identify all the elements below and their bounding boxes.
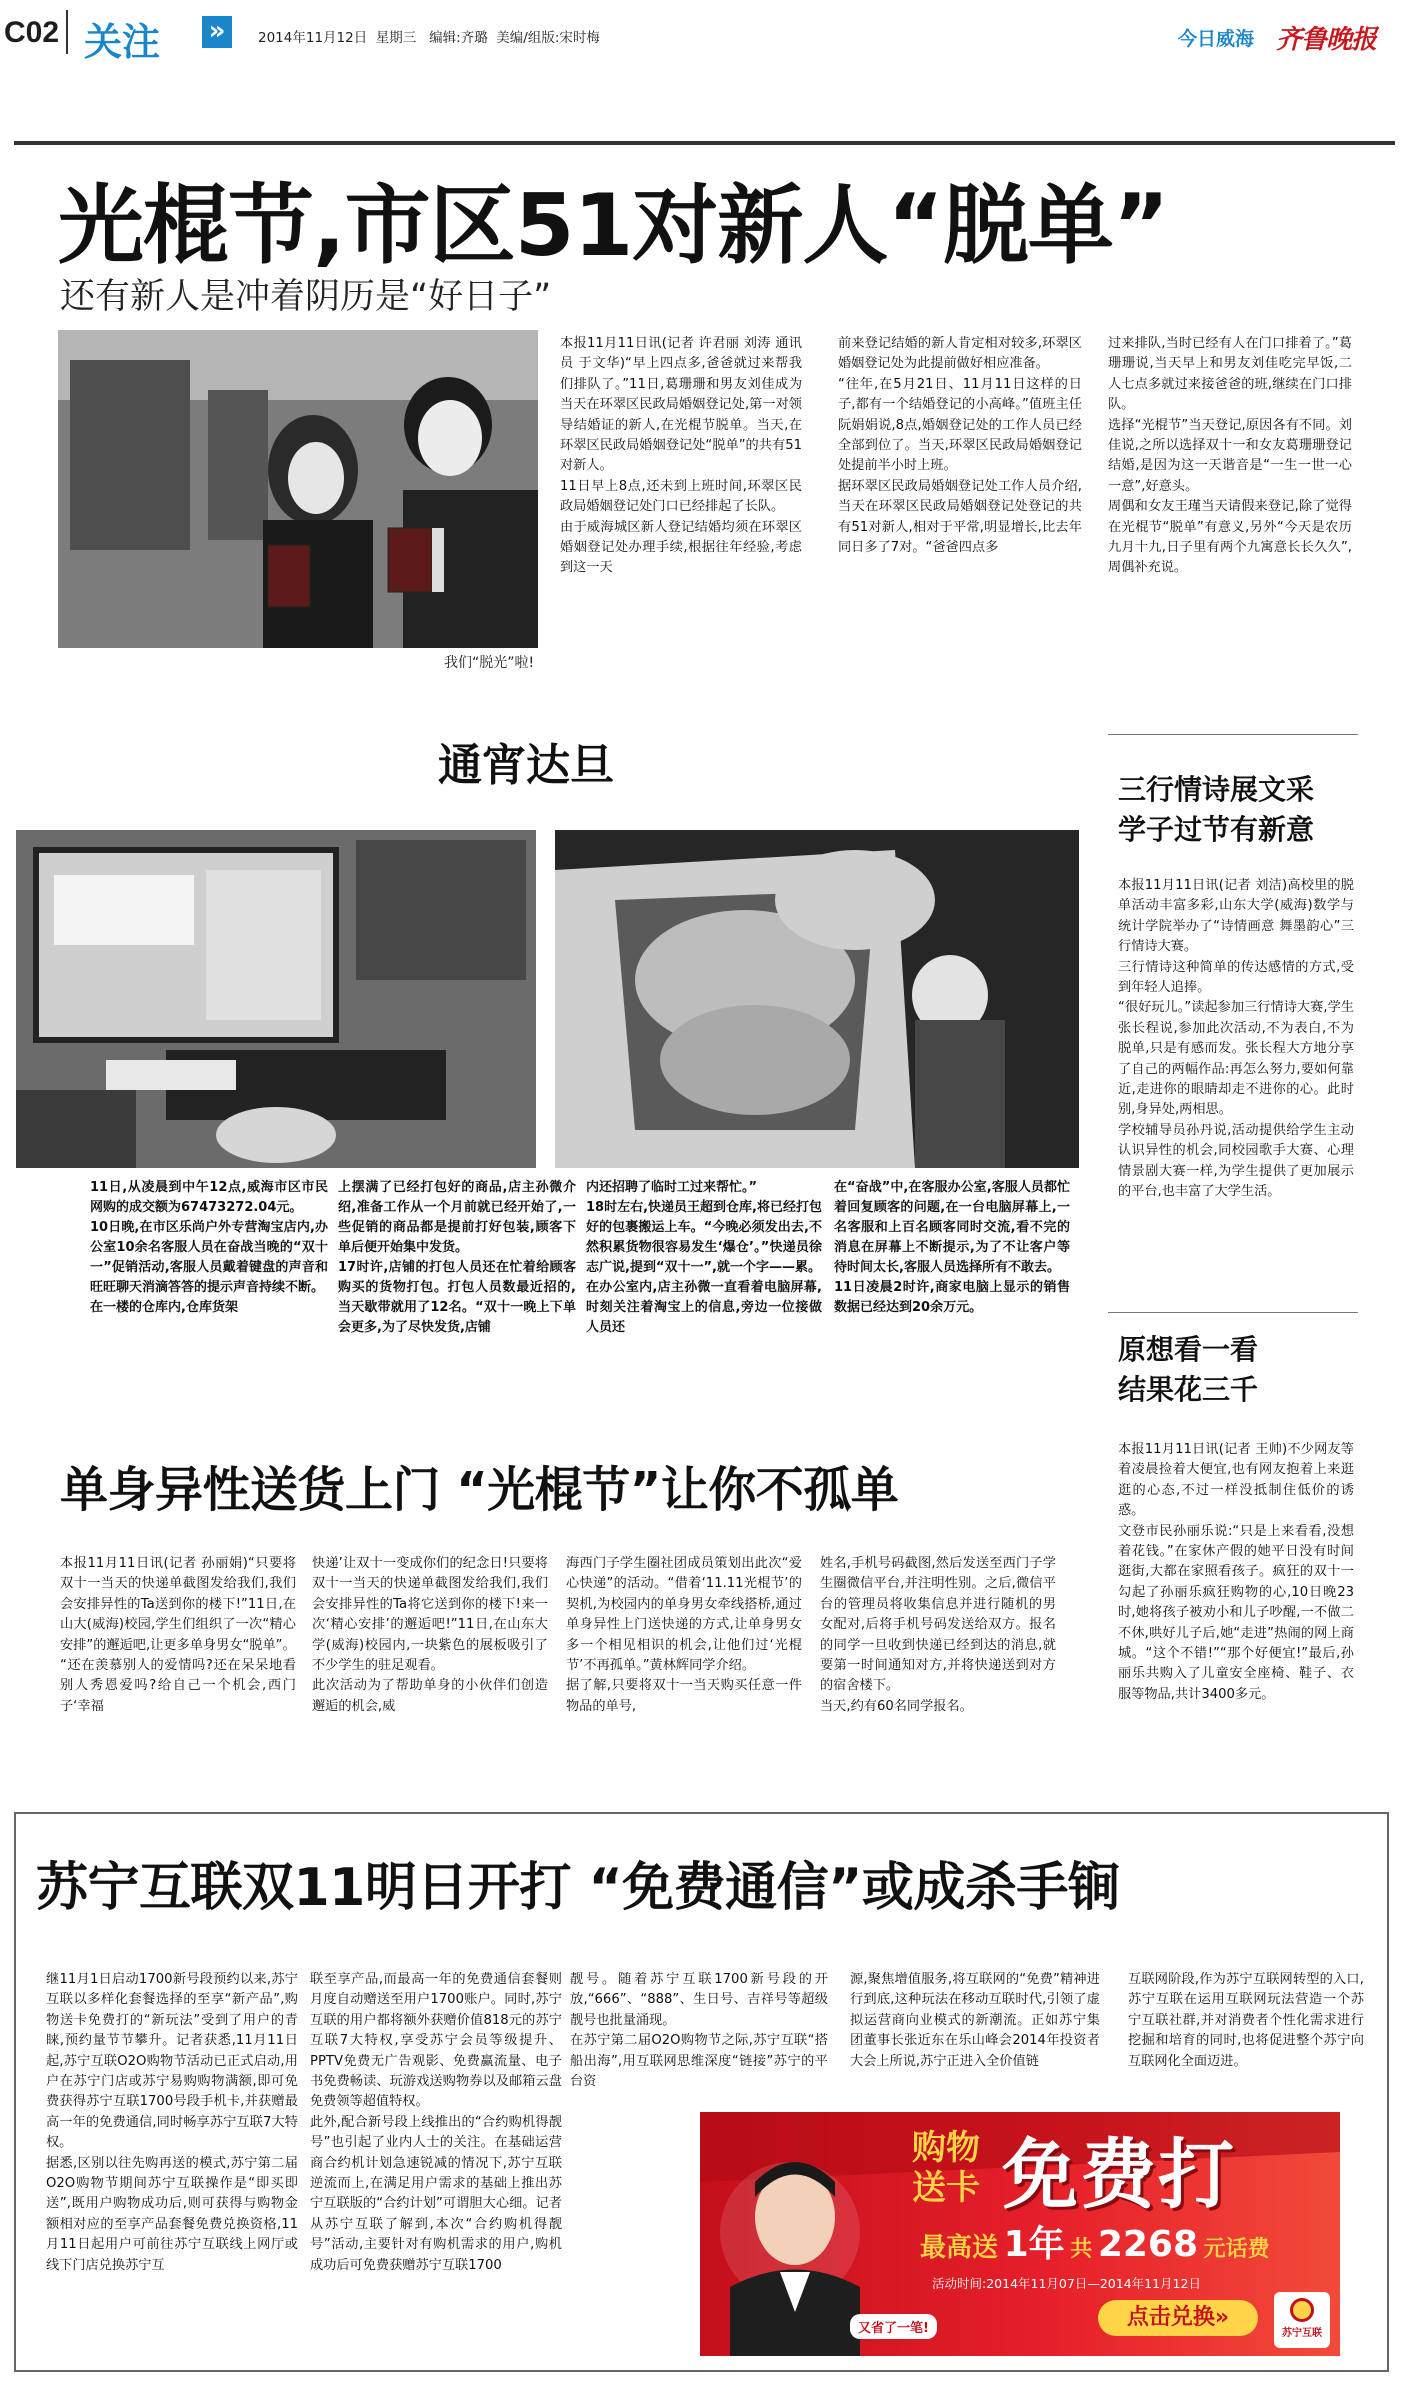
- delivery-col-1: 本报11月11日讯(记者 孙丽娟)“只要将双十一当天的快递单截图发给我们,我们会安排异性的Ta送到你的楼下!”11日,在山大(威海)校园,学生们组织了一次“精心安排”的邂逅吧,让更多单身男女“脱单”。 “还在羡慕别人的爱情吗?还在呆呆地看别人秀恩爱吗?给自己一个机会,西门子‘幸福: [60, 1556, 296, 1714]
- delivery-col-2: 快递’让双十一变成你们的纪念日!只要将双十一当天的快递单截图发给我们,我们会安排异性的Ta将它送到你的楼下!来一次‘精心安排’的邂逅吧!”11日,在山东大学(威海)校园内,一块紫色的展板吸引了不少学生的驻足观看。 此次活动为了帮助单身的小伙伴们创造邂逅的机会,威: [312, 1556, 548, 1714]
- advert-col-4: 源,聚焦增值服务,将互联网的“免费”精神进行到底,这种玩法在移动互联时代,引领了虚拟运营商向业模式的新潮流。正如苏宁集团董事长张近东在乐山峰会2014年投资者大会上所说,苏宁正进入全价值链: [850, 1972, 1100, 2069]
- wedding-photo-caption: 我们“脱光”啦!: [444, 655, 535, 671]
- ad-date: 活动时间:2014年11月07日—2014年11月12日: [932, 2276, 1201, 2291]
- office-photo-art: [16, 830, 536, 1168]
- ad-rate-num: 1年: [1003, 2224, 1065, 2265]
- ad-logo-text: 苏宁互联: [1282, 2328, 1322, 2339]
- advert-col-1: 继11月1日启动1700新号段预约以来,苏宁互联以多样化套餐选择的至享“新产品”,购物送卡免费打的“新玩法”受到了用户的青睐,预约量节节攀升。记者获悉,11月11日起,苏宁互联O2O购物节活动已正式启动,用户在苏宁门店或苏宁易购购物满额,即可免费获得苏宁互联1700号段手机卡,并获赠最高一年的免费通信,同时畅享苏宁互联7大特权。 据悉,区别以往先购再送的模式,苏宁第二届O2O购物节期间苏宁互联操作是“即买即送”,既用户购物成功后,则可获得与购物金额相对应的至享产品套餐免费兑换资格,11月11日起用户可前往苏宁互联线上网厅或线下门店兑换苏宁互: [46, 1972, 298, 2273]
- ad-rate-val: 2268: [1097, 2224, 1199, 2265]
- warehouse-photo-art: [555, 830, 1079, 1168]
- masthead-rule: [14, 141, 1395, 145]
- wedding-photo-art: [58, 330, 538, 648]
- sidebar-rule-1: [1108, 734, 1358, 735]
- delivery-col-4: 姓名,手机号码截图,然后发送至西门子学生圈微信平台,并注明性别。之后,微信平台的管理员将收集信息并进行随机的男女配对,后将手机号码发送给双方。报名的同学一旦收到快递已经到达的消息,就要第一时间通知对方,并将快递送到对方的宿舍楼下。 当天,约有60名同学报名。: [820, 1556, 1056, 1714]
- section-arrow-icon: »: [202, 16, 232, 48]
- ad-logo-icon: [1290, 2298, 1314, 2322]
- side1-headline: 三行情诗展文采 学子过节有新意: [1118, 773, 1315, 846]
- brand-logo: 齐鲁晚报: [1276, 25, 1377, 55]
- section-label: 关注: [84, 20, 161, 64]
- wedding-photo: [58, 330, 538, 648]
- delivery-headline: 单身异性送货上门 “光棍节”让你不孤单: [60, 1462, 899, 1518]
- side1-body: 本报11月11日讯(记者 刘洁)高校里的脱单活动丰富多彩,山东大学(威海)数学与统计学院举办了“诗情画意 舞墨韵心”三行情诗大赛。 三行情诗这种简单的传达感情的方式,受到年轻人追捧。 “很好玩儿。”读起参加三行情诗大赛,学生张长程说,参加此次活动,不为表白,不为脱单,只是有感而发。张长程大方地分享了自己的两幅作品:再怎么努力,要如何靠近,走进你的眼睛却走不进你的心。此时别,身异处,两相思。 学校辅导员孙丹说,活动提供给学生主动认识异性的机会,同校园歌手大赛、心理情景剧大赛一样,为学生提供了更加展示的平台,也丰富了大学生活。: [1118, 878, 1354, 1200]
- advert-col-3: 靓号。随着苏宁互联1700新号段的开放,“666”、“888”、生日号、吉祥号等超级靓号也批量涌现。 在苏宁第二届O2O购物节之际,苏宁互联“搭船出海”,用互联网思维深度“链接”苏宁的平台资: [570, 1972, 828, 2090]
- lead-col-2: 前来登记结婚的新人肯定相对较多,环翠区婚姻登记处为此提前做好相应准备。 “往年,在5月21日、11月11日这样的日子,都有一个结婚登记的小高峰。”值班主任阮娟娟说,8点,婚姻登记处的工作人员已经全部到位了。当天,环翠区民政局婚姻登记处提前半小时上班。 据环翠区民政局婚姻登记处工作人员介绍,当天在环翠区民政局婚姻登记处登记的共有51对新人,相对于平常,明显增长,比去年同日多了7对。“爸爸四点多: [838, 336, 1082, 556]
- ad-rate-pre: 最高送: [920, 2233, 999, 2263]
- ad-bubble: 又省了一笔!: [850, 2314, 937, 2339]
- delivery-col-3: 海西门子学生圈社团成员策划出此次“爱心快递”的活动。“借着‘11.11光棍节’的契机,为校园内的单身男女牵线搭桥,通过单身异性上门送快递的方式,让单身男女多一个相见相识的机会,让他们过‘光棍节’不再孤单。”黄林辉同学介绍。 据了解,只要将双十一当天购买任意一件物品的单号,: [566, 1556, 802, 1714]
- advert-col-2: 联至享产品,而最高一年的免费通信套餐则月度自动赠送至用户1700账户。同时,苏宁互联的用户都将额外获赠价值818元的苏宁互联7大特权,享受苏宁会员等级提升、PPTV免费无广告观影、免费赢流量、电子书免费畅读、玩游戏送购物券以及邮箱云盘免费领等超值特权。 此外,配合新号段上线推出的“合约购机得靓号”也引起了业内人士的关注。在基础运营商合约机计划急速锐减的情况下,苏宁互联逆流而上,在满足用户需求的基础上推出苏宁互联版的“合约计划”可谓胆大心细。记者从苏宁互联了解到,本次“合约购机得靓号”活动,主要针对有购机需求的用户,购机成功后可免费获赠苏宁互联1700: [310, 1972, 562, 2273]
- ad-line-2: 送卡: [912, 2168, 980, 2208]
- masthead-divider: [66, 10, 68, 54]
- ad-logo: [1274, 2292, 1330, 2348]
- advert-headline: 苏宁互联双11明日开打 “免费通信”或成杀手锏: [36, 1858, 1120, 1918]
- lead-col-1: 本报11月11日讯(记者 许君丽 刘涛 通讯员 于文华)“早上四点多,爸爸就过来帮我们排队了。”11日,葛珊珊和男友刘佳成为当天在环翠区民政局婚姻登记处,第一对领导结婚证的新人,在光棍节脱单。当天,在环翠区民政局婚姻登记处“脱单”的共有51对新人。 11日早上8点,还未到上班时间,环翠区民政局婚姻登记处门口已经排起了长队。 由于威海城区新人登记结婚均须在环翠区婚姻登记处办理手续,根据往年经验,考虑到这一天: [560, 336, 802, 576]
- lead-subhead: 还有新人是冲着阴历是“好日子”: [60, 277, 552, 317]
- advert-col-5: 互联网阶段,作为苏宁互联网转型的入口,苏宁互联在运用互联网玩法营造一个苏宁互联社群,并对消费者个性化需求进行挖掘和培育的同时,也将促进整个苏宁向互联网化全面迈进。: [1128, 1972, 1364, 2069]
- sidebar-rule-2: [1108, 1312, 1358, 1313]
- feature-col-3: 内还招聘了临时工过来帮忙。” 18时左右,快递员王超到仓库,将已经打包好的包裹搬运上车。“今晚必须发出去,不然积累货物很容易发生‘爆仓’。”快递员徐志广说,提到“双十一”,就一个字——累。 在办公室内,店主孙微一直看着电脑屏幕,时刻关注着淘宝上的信息,旁边一位接做人员还: [586, 1180, 822, 1335]
- office-photo: [16, 830, 536, 1168]
- feature-col-4: 在“奋战”中,在客服办公室,客服人员都忙着回复顾客的问题,在一台电脑屏幕上,一名客服和上百名顾客同时交流,看不完的消息在屏幕上不断提示,为了不让客户等待时间太长,客服人员选择所有不敢去。 11日凌晨2时许,商家电脑上显示的销售数据已经达到20余万元。: [834, 1180, 1070, 1315]
- side2-body: 本报11月11日讯(记者 王帅)不少网友等着凌晨捡着大便宜,也有网友抱着上来逛逛的心态,不过一样没抵制住低价的诱惑。 文登市民孙丽乐说:“只是上来看看,没想着花钱。”在家休产假的她平日没有时间逛街,大都在家照看孩子。疯狂的双十一勾起了孙丽乐疯狂购物的心,10日晚23时,她将孩子被劝小和儿子吵醒,一不做二不休,哄好儿子后,她“走进”热闹的网上商城。“这个不错!”“那个好便宜!”最后,孙丽乐共购入了儿童安全座椅、鞋子、衣服等物品,共计3400多元。: [1118, 1442, 1354, 1702]
- ad-banner[interactable]: [700, 2112, 1340, 2356]
- feature-headline: 通宵达旦: [438, 740, 614, 791]
- ad-rate: [920, 2216, 1270, 2267]
- ad-exchange-button[interactable]: 点击兑换»: [1098, 2300, 1258, 2336]
- feature-col-2: 上摆满了已经打包好的商品,店主孙微介绍,准备工作从一个月前就已经开始了,一些促销的商品都是提前打好包装,顾客下单后便开始集中发货。 17时许,店铺的打包人员还在忙着给顾客购买的货物打包。打包人员数最近招的,当天歇带就用了12名。“双十一晚上下单会更多,为了尽快发货,店铺: [338, 1180, 576, 1335]
- feature-col-1: 11日,从凌晨到中午12点,威海市区市民网购的成交额为67473272.04元。 10日晚,在市区乐尚户外专营淘宝店内,办公室10余名客服人员在奋战当晚的“双十一”促销活动,客服人员戴着键盘的声音和旺旺聊天消滴答答的提示声音持续不断。 在一楼的仓库内,仓库货架: [90, 1180, 328, 1315]
- lead-headline: 光棍节,市区51对新人“脱单”: [58, 176, 1169, 276]
- ad-rate-post: 元话费: [1203, 2237, 1270, 2262]
- lead-col-3: 过来排队,当时已经有人在门口排着了。”葛珊珊说,当天早上和男友刘佳吃完早饭,二人七点多就过来接爸爸的班,继续在门口排队。 选择“光棍节”当天登记,原因各有不同。刘佳说,之所以选择双十一和女友葛珊珊登记结婚,是因为这一天谐音是“一生一世一心一意”,好意头。 周偶和女友王瑾当天请假来登记,除了觉得在光棍节“脱单”有意义,另外“今天是农历九月十九,日子里有两个九寓意长长久久”,周偶补充说。: [1108, 336, 1352, 576]
- masthead: [0, 0, 1409, 64]
- edition-label: 今日威海: [1178, 28, 1255, 50]
- issue-info: 2014年11月12日 星期三 编辑:齐璐 美编/组版:宋时梅: [258, 30, 600, 46]
- ad-big-text: 免费打: [1002, 2130, 1236, 2219]
- ad-line-1: 购物: [912, 2128, 980, 2168]
- side2-headline: 原想看一看 结果花三千: [1118, 1333, 1259, 1406]
- page-number: C02: [4, 16, 60, 49]
- warehouse-photo: [555, 830, 1079, 1168]
- ad-rate-mid: 共: [1070, 2237, 1093, 2262]
